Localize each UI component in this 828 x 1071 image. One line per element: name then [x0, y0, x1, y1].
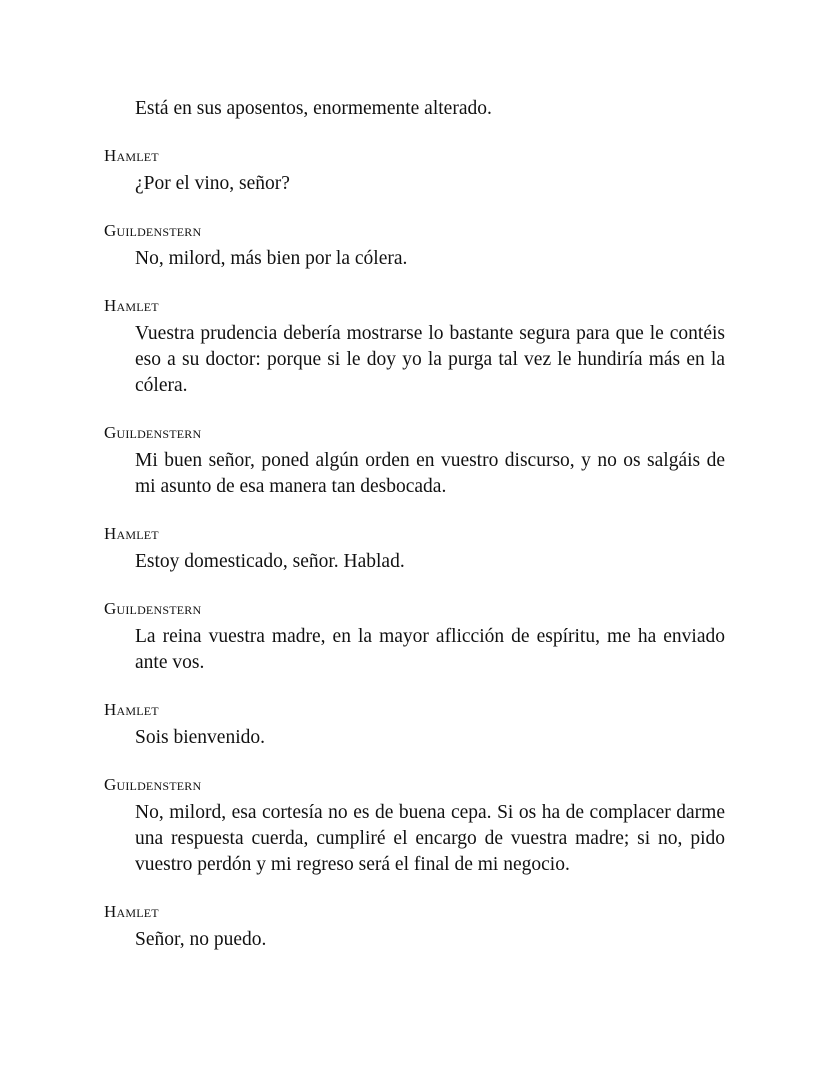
dialogue-text: No, milord, esa cortesía no es de buena cepa. Si os ha de complacer darme una respuesta cuerda, cumpliré el encargo de vuestra madre; si no, pido vuestro perdón y mi regreso será el final de mi negocio.: [135, 802, 725, 875]
speaker-name: Guildenstern: [104, 775, 202, 794]
speech-block: [0, 146, 828, 197]
speaker-name: Hamlet: [104, 700, 159, 719]
speech-block: [0, 775, 828, 878]
speech-block: [0, 524, 828, 575]
speech-block: [0, 221, 828, 272]
dialogue-text: Señor, no puedo.: [135, 929, 267, 950]
speaker-name: Hamlet: [104, 902, 159, 921]
dialogue-text: Estoy domesticado, señor. Hablad.: [135, 551, 405, 572]
opening-speech: [0, 96, 828, 122]
dialogue-text: Vuestra prudencia debería mostrarse lo bastante segura para que le contéis eso a su doctor: porque si le doy yo la purga tal vez le hundiría más en la cólera.: [135, 323, 725, 396]
speech-block: [0, 902, 828, 953]
speaker-name: Hamlet: [104, 296, 159, 315]
speaker-name: Hamlet: [104, 524, 159, 543]
speaker-name: Guildenstern: [104, 599, 202, 618]
speech-block: [0, 700, 828, 751]
speaker-name: Guildenstern: [104, 423, 202, 442]
speech-block: [0, 423, 828, 500]
dialogue-text: Sois bienvenido.: [135, 727, 265, 748]
dialogue-text: Mi buen señor, poned algún orden en vuestro discurso, y no os salgáis de mi asunto de esa manera tan desbocada.: [135, 450, 725, 497]
speaker-name: Guildenstern: [104, 221, 202, 240]
speaker-name: Hamlet: [104, 146, 159, 165]
dialogue-text: La reina vuestra madre, en la mayor aflicción de espíritu, me ha enviado ante vos.: [135, 626, 725, 673]
speech-block: [0, 296, 828, 399]
dialogue-text: No, milord, más bien por la cólera.: [135, 248, 408, 269]
speech-block: [0, 599, 828, 676]
dialogue-text: Está en sus aposentos, enormemente alterado.: [135, 98, 492, 119]
dialogue-text: ¿Por el vino, señor?: [135, 173, 290, 194]
